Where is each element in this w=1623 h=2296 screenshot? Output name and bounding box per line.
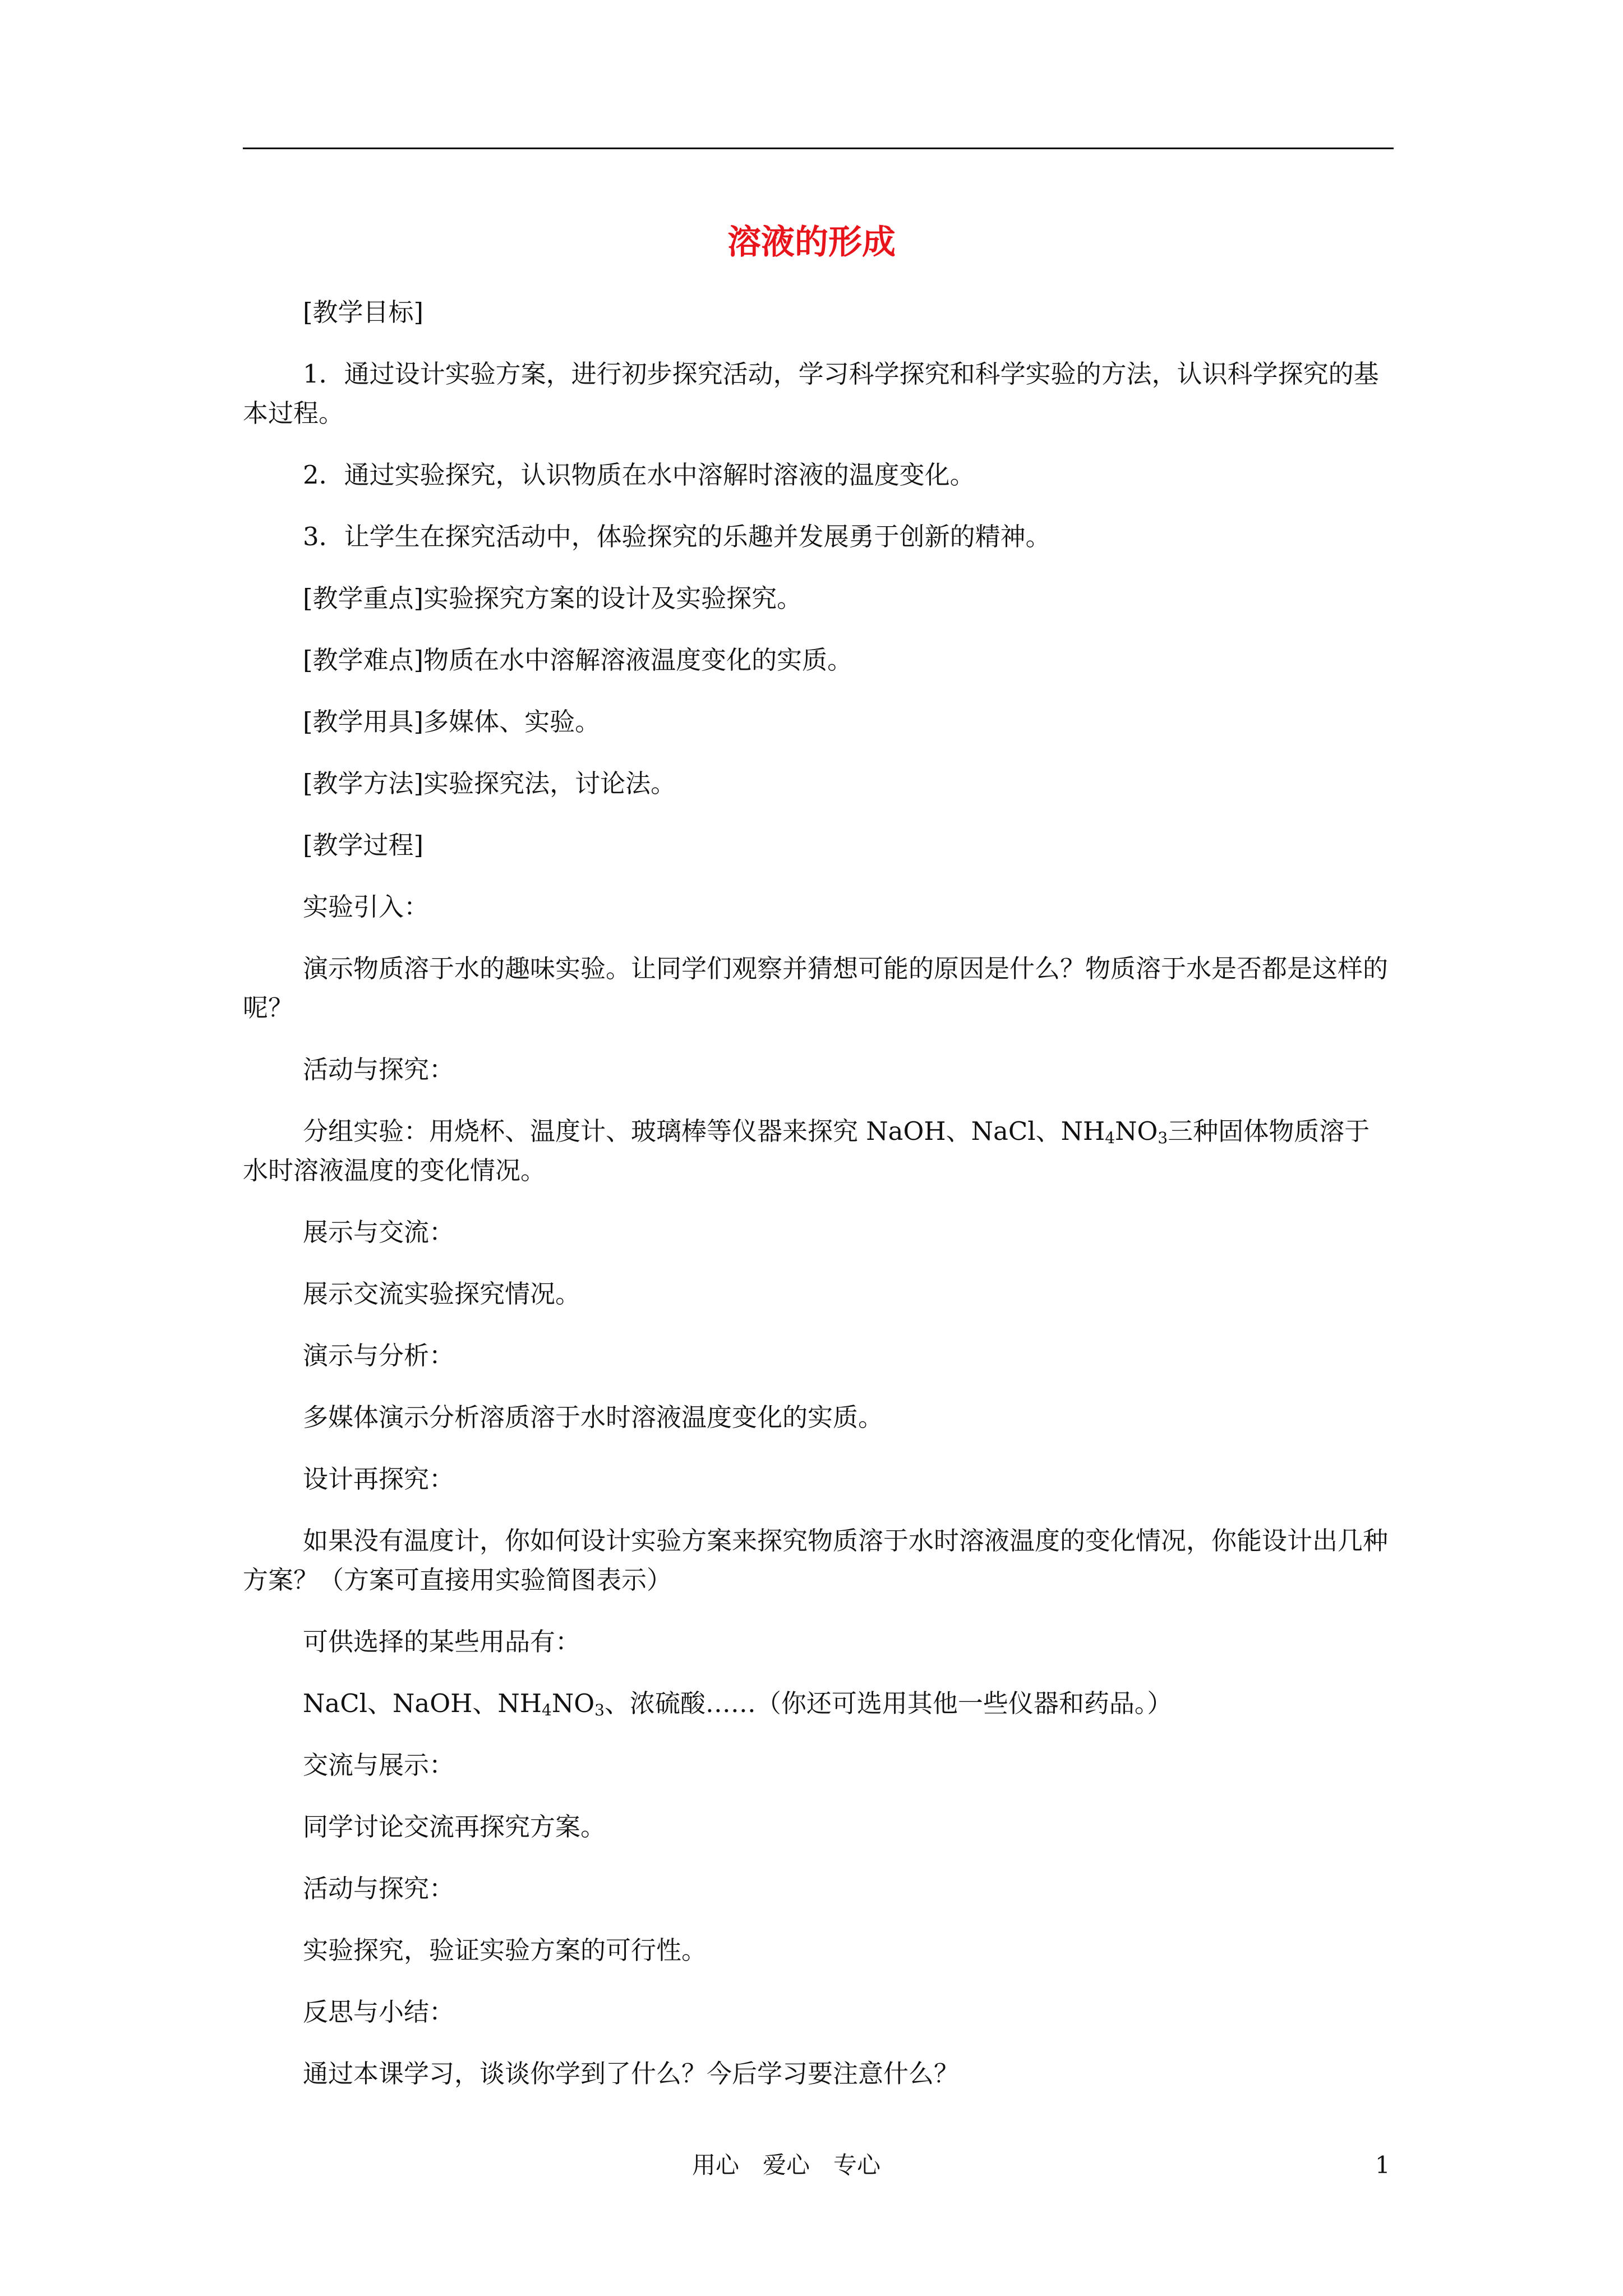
activity2-heading: 活动与探究： (303, 1874, 455, 1903)
goal-1: 1．通过设计实验方案，进行初步探究活动，学习科学探究和科学实验的方法，认识科学探究的基本过程。 (243, 359, 1379, 428)
header-rule (243, 148, 1394, 149)
materials-heading: 可供选择的某些用品有： (303, 1627, 581, 1657)
activity2-text: 实验探究，验证实验方案的可行性。 (303, 1935, 707, 1965)
group-experiment-text: 三种固体物质溶于水时溶液温度的变化情况。 (243, 1116, 1370, 1185)
document-body (243, 293, 1394, 2116)
goal-2: 2．通过实验探究，认识物质在水中溶解时溶液的温度变化。 (303, 460, 975, 490)
process-heading: [教学过程] (303, 830, 424, 860)
exchange-heading: 交流与展示： (303, 1750, 455, 1780)
page-number: 1 (1375, 2151, 1390, 2179)
materials-text: NaCl、NaOH、NH (303, 1688, 542, 1718)
show-heading: 展示与交流： (303, 1217, 455, 1247)
difficulties: [教学难点]物质在水中溶解溶液温度变化的实质。 (303, 645, 853, 675)
materials-text: NO (551, 1688, 595, 1718)
intro-text: 演示物质溶于水的趣味实验。让同学们观察并猜想可能的原因是什么？物质溶于水是否都是这样的呢？ (243, 954, 1389, 1023)
document-title: 溶液的形成 (727, 223, 896, 262)
activity-heading: 活动与探究： (303, 1055, 455, 1084)
materials-text: 、浓硫酸……（你还可选用其他一些仪器和药品。） (604, 1688, 1173, 1718)
group-experiment-text: NO (1115, 1116, 1158, 1146)
reflect-heading: 反思与小结： (303, 1997, 455, 2027)
group-experiment-text: 分组实验：用烧杯、温度计、玻璃棒等仪器来探究 NaOH、NaCl、NH (303, 1116, 1105, 1146)
demo-heading: 演示与分析： (303, 1341, 455, 1370)
subscript: 4 (1105, 1129, 1115, 1147)
redesign-heading: 设计再探究： (303, 1464, 455, 1494)
teaching-tools: [教学用具]多媒体、实验。 (303, 707, 601, 737)
show-text: 展示交流实验探究情况。 (303, 1279, 581, 1309)
demo-text: 多媒体演示分析溶质溶于水时溶液温度变化的实质。 (303, 1402, 884, 1432)
subscript: 3 (594, 1701, 605, 1719)
subscript: 4 (541, 1701, 552, 1719)
redesign-text: 如果没有温度计，你如何设计实验方案来探究物质溶于水时溶液温度的变化情况，你能设计出几种方案？（方案可直接用实验简图表示） (243, 1526, 1389, 1595)
key-points: [教学重点]实验探究方案的设计及实验探究。 (303, 583, 803, 613)
exchange-text: 同学讨论交流再探究方案。 (303, 1812, 606, 1842)
goals-heading: [教学目标] (303, 297, 424, 327)
goal-3: 3．让学生在探究活动中，体验探究的乐趣并发展勇于创新的精神。 (303, 522, 1051, 551)
teaching-methods: [教学方法]实验探究法，讨论法。 (303, 769, 676, 798)
intro-heading: 实验引入： (303, 892, 430, 922)
group-experiment (243, 1112, 1394, 1190)
reflect-text: 通过本课学习，谈谈你学到了什么？今后学习要注意什么？ (303, 2059, 960, 2088)
footer-motto: 用心 爱心 专心 (692, 2151, 881, 2179)
materials-list (303, 1684, 1394, 1723)
subscript: 3 (1158, 1129, 1168, 1147)
